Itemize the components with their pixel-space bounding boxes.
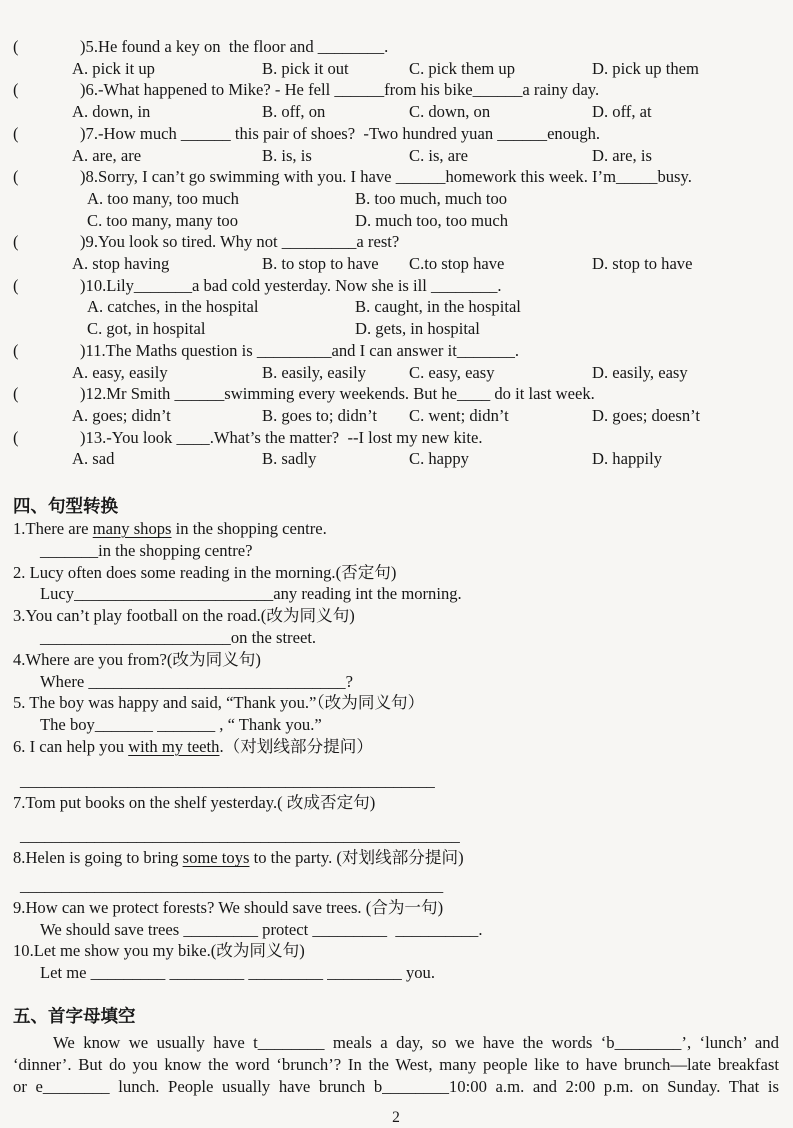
question-stem: )11.The Maths question is _________and I can answer it_______. [80,340,520,360]
s4-item-9: 9.How can we protect forests? We should save trees. (合为一句) [13,897,444,917]
s4-item-6 [13,736,779,758]
s4-item-5: 5. The boy was happy and said, “Thank you.”（改为同义句） [13,693,425,713]
option-b: B. too much, much too [355,188,508,208]
option-c: C. pick them up [409,58,516,78]
section-first-letter-fill [13,1032,779,1098]
underlined-phrase: many shops [92,519,172,539]
option-b: B. caught, in the hospital [355,297,521,317]
s4-item-7-answer-line: _____________________________________________________ [20,826,460,846]
option-b: B. pick it out [262,58,349,78]
s4-item-3: 3.You can’t play football on the road.(改为同义句) [13,606,355,626]
item-text: 8.Helen is going to bring [13,848,183,868]
mcq-6-options-row [13,101,779,123]
mcq-9-stem-row [13,231,779,253]
s4-item-7: 7.Tom put books on the shelf yesterday.( 改成否定句) [13,792,376,812]
option-c: C. got, in hospital [87,319,206,339]
option-d: D. off, at [592,102,652,122]
option-b: B. sadly [262,449,317,469]
s4-item-4: 4.Where are you from?(改为同义句) [13,649,261,669]
option-a: A. sad [72,449,115,469]
s4-item-1-answer: _______in the shopping centre? [40,540,253,560]
page-number: 2 [392,1109,400,1126]
mcq-13-stem-row [13,427,779,449]
option-b: B. to stop to have [262,254,379,274]
option-a: A. stop having [72,254,170,274]
option-d: D. much too, too much [355,210,509,230]
answer-bracket: ( [13,37,19,56]
option-d: D. pick up them [592,58,699,78]
mcq-6-stem-row [13,79,779,101]
option-a: A. too many, too much [87,188,239,208]
cloze-line-2: ‘dinner’. But do you know the word ‘brunch’? In the West, many people like to have brunch—late breakfast [13,1055,779,1074]
option-c: C. easy, easy [409,362,495,382]
mcq-9-options-row [13,253,779,275]
mcq-5-stem-row [13,36,779,58]
cloze-line-3: or e________ lunch. People usually have brunch b________10:00 a.m. and 2:00 p.m. on Sunday. That is [13,1077,779,1096]
s4-item-4-answer: Where _______________________________? [40,671,353,691]
s4-item-5-answer: The boy_______ _______ , “ Thank you.” [40,715,322,735]
option-a: A. down, in [72,102,151,122]
s4-item-6-answer-line: __________________________________________________ [20,770,435,790]
option-a: A. are, are [72,145,142,165]
s4-item-1 [13,518,779,540]
option-c: C. went; didn’t [409,405,509,425]
option-c: C. too many, many too [87,210,239,230]
s4-item-9-answer: We should save trees _________ protect _________ __________. [40,919,483,939]
mcq-8-options-row-1 [13,188,779,210]
cloze-line-1: We know we usually have t________ meals a day, so we have the words ‘b________’, ‘lunch’ and [53,1033,779,1052]
mcq-11-stem-row [13,340,779,362]
item-text: to the party. (对划线部分提问) [249,848,464,868]
answer-bracket: ( [13,427,19,447]
option-c: C.to stop have [409,254,505,274]
answer-bracket: ( [13,275,19,295]
option-a: A. catches, in the hospital [87,297,259,317]
option-d: D. goes; doesn’t [592,405,701,425]
mcq-10-options-row-1 [13,296,779,318]
s4-item-8 [13,847,779,869]
underlined-phrase: some toys [182,848,250,868]
option-a: A. goes; didn’t [72,405,171,425]
question-stem: )6.-What happened to Mike? - He fell ______from his bike______a rainy day. [80,80,600,100]
question-stem: )7.-How much ______ this pair of shoes? -Two hundred yuan ______enough. [80,123,601,143]
section-4-heading: 四、句型转换 [13,496,118,517]
mcq-8-stem-row [13,166,779,188]
option-b: B. easily, easily [262,362,366,382]
s4-item-8-answer-line: ___________________________________________________ [20,876,444,896]
option-d: D. easily, easy [592,362,688,382]
mcq-11-options-row [13,362,779,384]
option-d: D. stop to have [592,254,693,274]
answer-bracket: ( [13,167,19,187]
item-text: 1.There are [13,519,93,539]
question-stem: )13.-You look ____.What’s the matter? --I lost my new kite. [80,427,483,447]
answer-bracket: ( [13,80,19,100]
section-sentence-transformation [13,518,779,984]
option-c: C. happy [409,449,469,469]
question-stem: )9.You look so tired. Why not _________a rest? [80,232,400,252]
option-d: D. gets, in hospital [355,319,480,339]
option-d: D. are, is [592,145,652,165]
item-text: in the shopping centre. [171,519,327,539]
mcq-5-options-row [13,58,779,80]
item-text: 6. I can help you [13,737,129,757]
section-multiple-choice [13,36,779,470]
mcq-13-options-row [13,448,779,470]
question-stem: )8.Sorry, I can’t go swimming with you. I have ______homework this week. I’m_____busy. [80,167,692,187]
option-c: C. down, on [409,102,491,122]
option-b: B. off, on [262,102,326,122]
option-b: B. goes to; didn’t [262,405,377,425]
mcq-12-stem-row [13,383,779,405]
mcq-10-stem-row [13,275,779,297]
question-stem: )12.Mr Smith ______swimming every weekends. But he____ do it last week. [80,384,595,404]
option-a: A. pick it up [72,58,155,78]
option-c: C. is, are [409,145,468,165]
mcq-7-options-row [13,145,779,167]
mcq-8-options-row-2 [13,210,779,232]
option-b: B. is, is [262,145,312,165]
answer-bracket: ( [13,232,19,252]
answer-bracket: ( [13,384,19,404]
option-a: A. easy, easily [72,362,168,382]
s4-item-10-answer: Let me _________ _________ _________ _________ you. [40,963,436,983]
option-d: D. happily [592,449,663,469]
s4-item-3-answer: _______________________on the street. [40,628,317,648]
section-5-heading: 五、首字母填空 [13,1006,136,1026]
underlined-phrase: with my teeth [128,737,220,757]
mcq-7-stem-row [13,123,779,145]
mcq-10-options-row-2 [13,318,779,340]
question-stem: )10.Lily_______a bad cold yesterday. Now she is ill ________. [80,275,502,295]
item-text: .（对划线部分提问） [219,737,373,757]
question-stem: )5.He found a key on the floor and ________. [80,37,389,56]
s4-item-2: 2. Lucy often does some reading in the morning.(否定句) [13,562,397,582]
s4-item-2-answer: Lucy________________________any reading int the morning. [40,584,462,604]
mcq-12-options-row [13,405,779,427]
answer-bracket: ( [13,340,19,360]
s4-item-10: 10.Let me show you my bike.(改为同义句) [13,941,305,961]
answer-bracket: ( [13,123,19,143]
